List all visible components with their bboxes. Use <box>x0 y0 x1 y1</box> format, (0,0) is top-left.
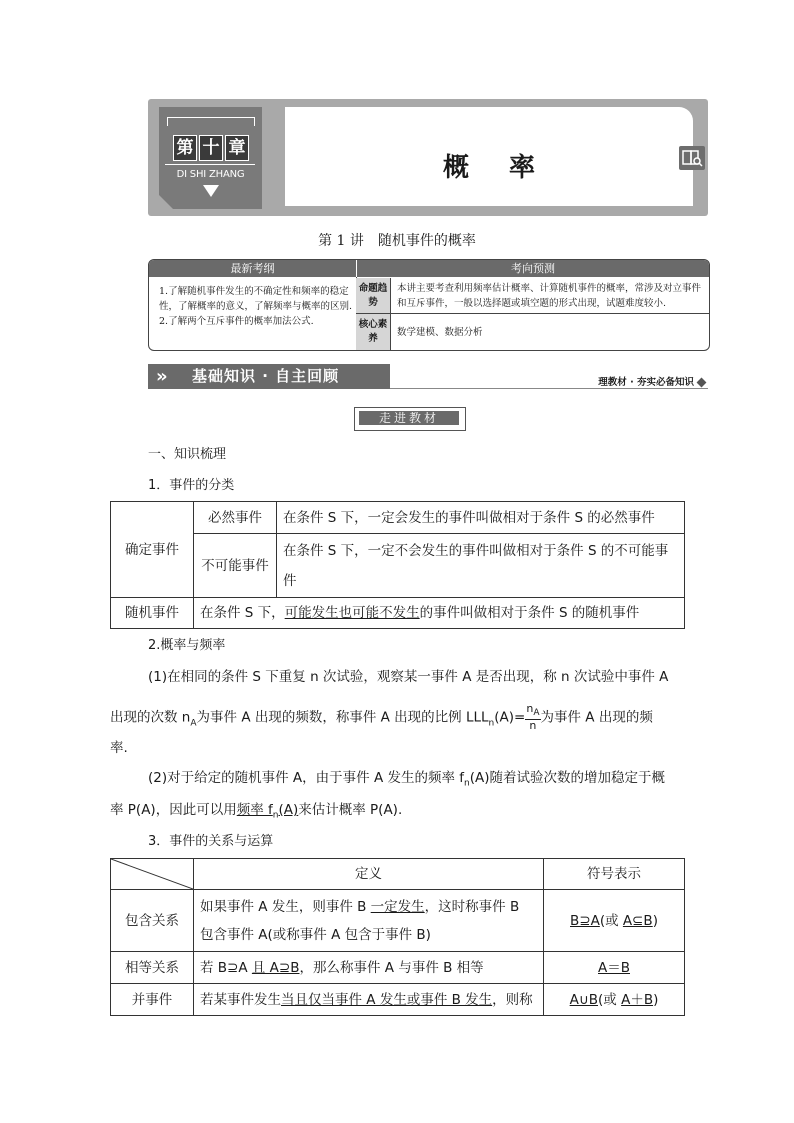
chapter-number <box>173 135 249 161</box>
header-definition: 定义 <box>194 859 544 890</box>
row-label-random: 随机事件 <box>111 598 194 629</box>
page-fold-icon <box>159 195 173 209</box>
fraction-numerator <box>525 703 540 720</box>
outline-left-item-2: 2.了解两个互斥事件的概率加法公式. <box>159 316 314 327</box>
heading-event-relations: 3．事件的关系与运算 <box>148 834 274 849</box>
para1-text-b: 为事件 A 出现的频数，称事件 A 出现的比例 LLL <box>196 709 489 726</box>
row-label-impossible: 不可能事件 <box>194 534 277 598</box>
row-label-equality: 相等关系 <box>111 952 194 984</box>
section-banner-right-text: 理教材 · 夯实必备知识 <box>598 377 694 388</box>
equality-def-underlined: 且 A⊇B <box>251 959 300 976</box>
fraction-num-text: n <box>526 702 534 715</box>
chevron-right-icon: » <box>156 366 168 387</box>
inclusion-def-a: 如果事件 A 发生，则事件 B <box>200 898 371 915</box>
para1-line1: (1)在相同的条件 S 下重复 n 次试验，观察某一事件 A 是否出现，称 n 次试验中事件 A <box>148 669 669 685</box>
para1-text-d: 为事件 A 出现的频 <box>540 709 653 726</box>
chapter-title: 概率 <box>442 153 575 183</box>
heading-event-classification: 1．事件的分类 <box>148 478 235 493</box>
random-text-underlined: 可能发生也可能不发生 <box>284 605 420 621</box>
para1-text-a: 出现的次数 n <box>110 709 191 726</box>
outline-row-text-1: 本讲主要考查利用频率估计概率、计算随机事件的概率，常涉及对立事件和互斥事件，一般以选择题或填空题的形式出现，试题难度较小. <box>397 283 702 309</box>
row-text-impossible: 在条件 S 下，一定不会发生的事件叫做相对于条件 S 的不可能事件 <box>277 534 685 598</box>
inclusion-def-b: ，这时称事件 B <box>424 898 520 915</box>
chapter-char-1: 第 <box>173 135 197 161</box>
equality-def-b: ，那么称事件 A 与事件 B 相等 <box>299 959 484 976</box>
section-banner-text: 基础知识 · 自主回顾 <box>192 367 340 385</box>
chapter-char-2: 十 <box>199 135 223 161</box>
inclusion-def-c: 包含事件 A(或称事件 A 包含于事件 B) <box>200 926 431 943</box>
para1-line3: 率. <box>110 740 128 756</box>
inclusion-sym-1: B⊇A <box>570 912 600 929</box>
para2-u-sub: n <box>272 810 279 821</box>
row-text-certain: 在条件 S 下，一定会发生的事件叫做相对于条件 S 的必然事件 <box>277 502 685 534</box>
para2-sub-n: n <box>464 778 470 789</box>
row-text-random <box>194 598 685 629</box>
union-def-underlined: 当且仅当事件 A 发生或事件 B 发生 <box>281 991 493 1008</box>
chapter-pinyin: DI SHI ZHANG <box>176 169 245 180</box>
fraction-denominator: n <box>529 719 537 733</box>
random-text-post: 的事件叫做相对于条件 S 的随机事件 <box>419 605 640 621</box>
lecture-title: 第 1 讲 随机事件的概率 <box>318 233 476 249</box>
union-sym-2: A＋B <box>621 991 654 1008</box>
para2-u-text2: (A) <box>278 802 299 818</box>
outline-row-divider <box>356 313 709 314</box>
section-underline <box>390 388 708 389</box>
union-sym-end: ) <box>653 991 659 1008</box>
para1-sub-a: A <box>190 718 197 729</box>
para1-sub-n: n <box>488 718 495 729</box>
outline-row-label-2: 核心素养 <box>356 314 391 350</box>
heading-knowledge: 一、知识梳理 <box>148 447 227 462</box>
fraction-num-sub: A <box>533 708 540 719</box>
diamond-icon <box>697 378 707 388</box>
union-sym-mid: (或 <box>598 991 622 1008</box>
union-def-a: 若某事件发生 <box>200 991 281 1008</box>
para2-u-text: 频率 f <box>236 802 273 818</box>
row-label-union: 并事件 <box>111 984 194 1016</box>
tag-label: 走进教材 <box>359 411 459 425</box>
para2-line2 <box>110 800 402 826</box>
inclusion-sym-end: ) <box>652 912 658 929</box>
diagonal-header-cell <box>111 859 194 890</box>
row-def-inclusion <box>194 890 544 952</box>
row-sym-union <box>544 984 685 1016</box>
outline-left-items <box>159 284 355 329</box>
row-def-equality <box>194 952 544 984</box>
diagonal-line <box>111 859 193 889</box>
outline-row-label-1: 命题趋势 <box>356 278 391 313</box>
equality-sym: A＝B <box>598 959 630 976</box>
para1-text-c: (A)= <box>494 709 526 726</box>
tag-box <box>354 407 466 431</box>
header-symbol: 符号表示 <box>544 859 685 890</box>
row-label-inclusion: 包含关系 <box>111 890 194 952</box>
union-def-b: ，则称 <box>492 991 533 1008</box>
row-sym-inclusion <box>544 890 685 952</box>
frequency-fraction <box>525 703 540 732</box>
chapter-badge <box>159 107 262 209</box>
para2-line1 <box>148 768 665 794</box>
row-sym-equality <box>544 952 685 984</box>
outline-row-text-2: 数学建模、数据分析 <box>397 327 483 338</box>
book-search-icon <box>679 146 705 170</box>
row-def-union <box>194 984 544 1016</box>
random-text-pre: 在条件 S 下， <box>200 605 285 621</box>
para2-text-c: 率 P(A)，因此可以用 <box>110 802 237 818</box>
event-relations-table <box>110 858 685 1016</box>
group-label-deterministic: 确定事件 <box>111 502 194 598</box>
chapter-title-box <box>285 107 693 206</box>
event-classification-table <box>110 501 685 629</box>
down-triangle-icon <box>203 185 219 197</box>
inclusion-sym-mid: (或 <box>599 912 623 929</box>
badge-frame <box>167 117 255 126</box>
row-label-certain: 必然事件 <box>194 502 277 534</box>
heading-probability-frequency: 2.概率与频率 <box>148 638 226 653</box>
outline-right-header: 考向预测 <box>357 260 709 277</box>
union-sym-1: A∪B <box>569 991 599 1008</box>
para2-text-a: (2)对于给定的随机事件 A，由于事件 A 发生的频率 f <box>148 770 465 786</box>
inclusion-sym-2: A⊆B <box>622 912 653 929</box>
para2-text-d: 来估计概率 P(A). <box>298 802 403 818</box>
outline-table <box>148 259 710 351</box>
para2-underlined <box>236 802 299 821</box>
outline-left-item-1: 1.了解随机事件发生的不确定性和频率的稳定性，了解概率的意义，了解频率与概率的区别. <box>159 286 353 312</box>
equality-def-a: 若 B⊇A <box>200 959 252 976</box>
para1-line2 <box>110 703 653 733</box>
chapter-char-3: 章 <box>225 135 249 161</box>
para2-text-b: (A)随着试验次数的增加稳定于概 <box>469 770 666 786</box>
section-banner <box>148 364 390 389</box>
inclusion-def-underlined: 一定发生 <box>370 898 425 915</box>
outline-left-header: 最新考纲 <box>149 260 356 277</box>
